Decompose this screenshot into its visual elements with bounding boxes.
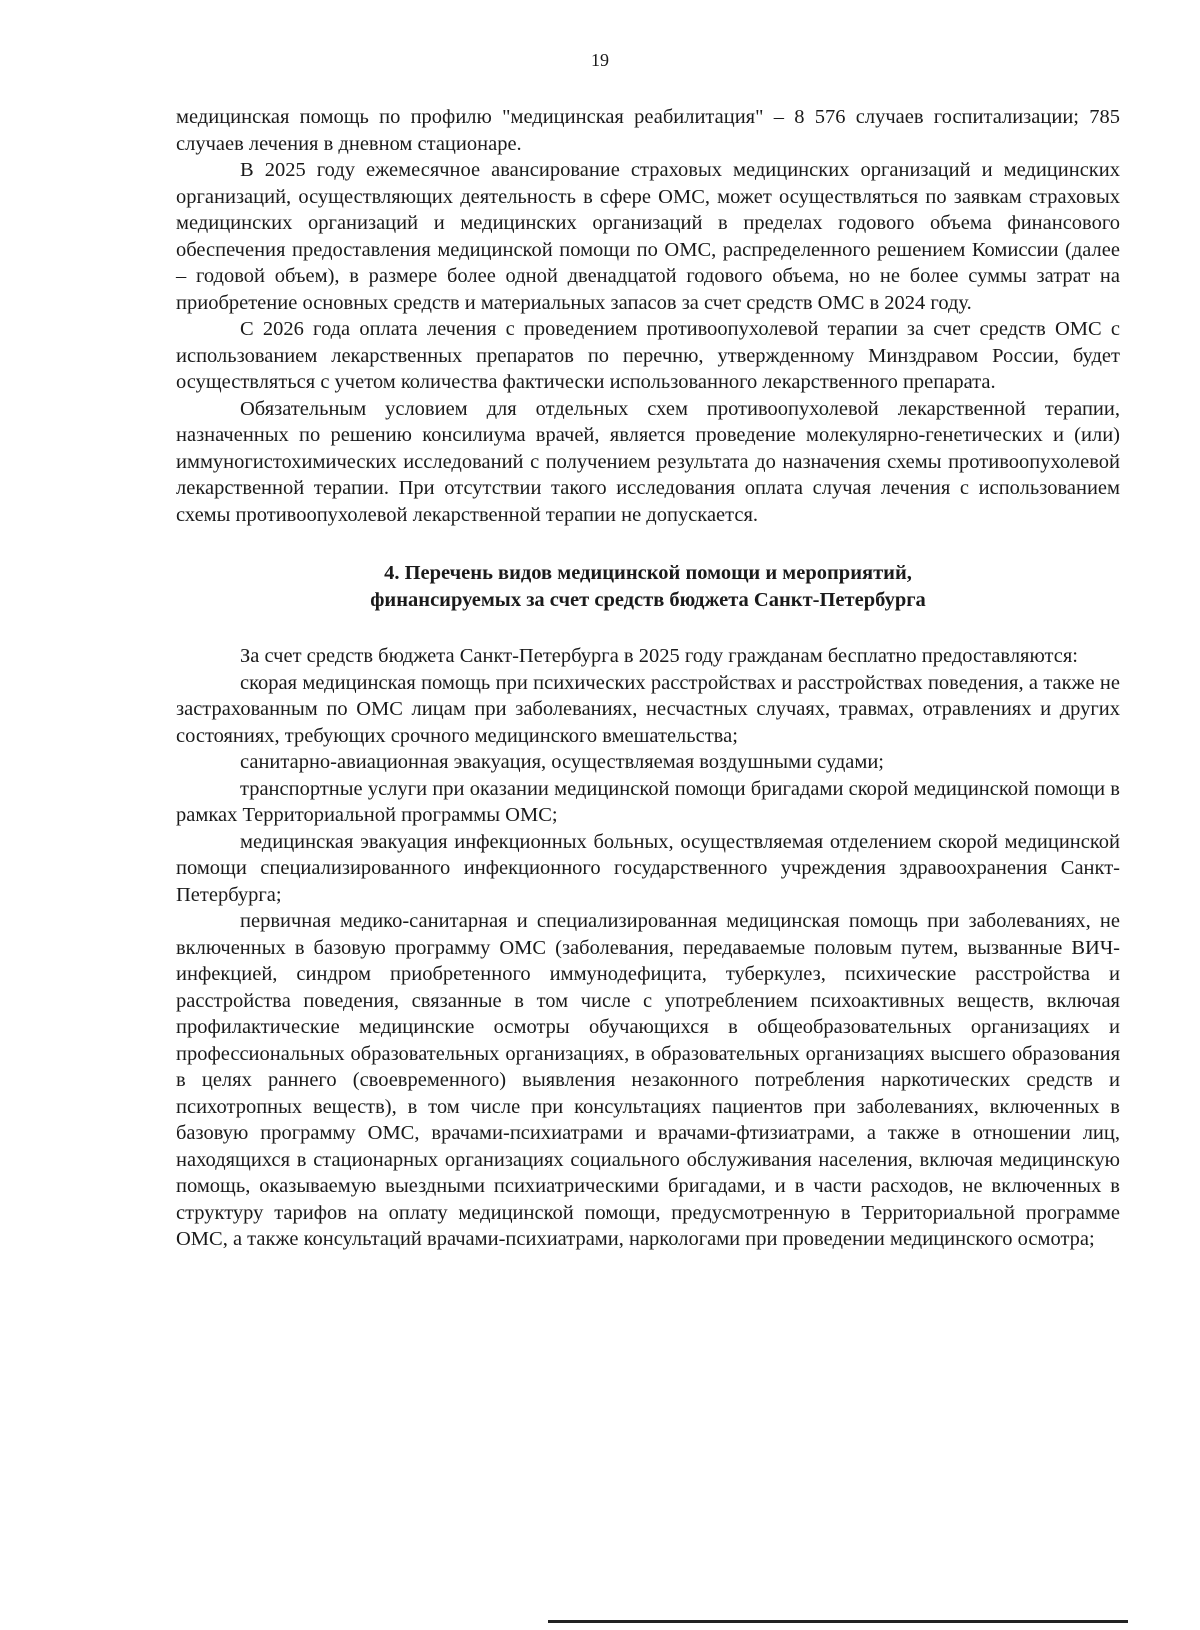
paragraph: медицинская эвакуация инфекционных больных, осуществляемая отделением скорой медицинской помощи специализированного инфекционного государственного учреждения здравоохранения Санкт-Петербурга;: [176, 830, 1120, 906]
paragraph: С 2026 года оплата лечения с проведением противоопухолевой терапии за счет средств ОМС с использованием лекарственных препаратов по перечню, утвержденному Минздравом России, будет осуществляться с учетом количества фактически использованного лекарственного препарата.: [176, 318, 1120, 393]
paragraph: первичная медико-санитарная и специализированная медицинская помощь при заболеваниях, не включенных в базовую программу ОМС (заболевания, передаваемые половым путем, вызванные ВИЧ-инфекцией, синдром приобретенного иммунодефицита, туберкулез, психические расстройства и расстройства поведения, связанные в том числе с употреблением психоактивных веществ, включая профилактические медицинские осмотры обучающихся в общеобразовательных организациях и профессиональных образовательных организациях, в образовательных организациях высшего образования в целях раннего (своевременного) выявления незаконного потребления наркотических средств и психотропных веществ), в том числе при консультациях пациентов при заболеваниях, включенных в базовую программу ОМС, врачами-психиатрами и врачами-фтизиатрами, а также в отношении лиц, находящихся в стационарных организациях социального обслуживания населения, включая медицинскую помощь, оказываемую выездными психиатрическими бригадами, и в части расходов, не включенных в структуру тарифов на оплату медицинской помощи, предусмотренную в Территориальной программе ОМС, а также консультаций врачами-психиатрами, наркологами при проведении медицинского осмотра;: [176, 910, 1120, 1250]
paragraphs-before-heading: [176, 104, 1120, 528]
paragraph: За счет средств бюджета Санкт-Петербурга в 2025 году гражданам бесплатно предоставляются:: [240, 645, 1078, 667]
bottom-edge-rule: [548, 1620, 1128, 1623]
paragraph: санитарно-авиационная эвакуация, осуществляемая воздушными судами;: [240, 751, 884, 773]
section-heading-line-2: финансируемых за счет средств бюджета Санкт-Петербурга: [370, 588, 926, 611]
document-body: [176, 104, 1120, 1253]
paragraph: Обязательным условием для отдельных схем противоопухолевой лекарственной терапии, назначенных по решению консилиума врачей, является проведение молекулярно-генетических и (или) иммуногистохимических исследований с получением результата до назначения схемы противоопухолевой лекарственной терапии. При отсутствии такого исследования оплата случая лечения с использованием схемы противоопухолевой лекарственной терапии не допускается.: [176, 397, 1120, 526]
section-heading: [176, 560, 1120, 613]
section-heading-line-1: 4. Перечень видов медицинской помощи и мероприятий,: [384, 562, 912, 584]
paragraphs-after-heading: [176, 643, 1120, 1253]
paragraph: транспортные услуги при оказании медицинской помощи бригадами скорой медицинской помощи в рамках Территориальной программы ОМС;: [176, 777, 1120, 826]
page-number: 19: [591, 50, 609, 70]
paragraph: скорая медицинская помощь при психических расстройствах и расстройствах поведения, а также не застрахованным по ОМС лицам при заболеваниях, несчастных случаях, травмах, отравлениях и других состояниях, требующих срочного медицинского вмешательства;: [176, 671, 1120, 747]
paragraph: В 2025 году ежемесячное авансирование страховых медицинских организаций и медицинских организаций, осуществляющих деятельность в сфере ОМС, может осуществляться по заявкам страховых медицинских организаций и медицинских организаций в пределах годового объема финансового обеспечения предоставления медицинской помощи по ОМС, распределенного решением Комиссии (далее – годовой объем), в размере более одной двенадцатой годового объема, но не более суммы затрат на приобретение основных средств и материальных запасов за счет средств ОМС в 2024 году.: [176, 159, 1120, 314]
paragraph: медицинская помощь по профилю "медицинская реабилитация" – 8 576 случаев госпитализации; 785 случаев лечения в дневном стационаре.: [176, 106, 1120, 155]
